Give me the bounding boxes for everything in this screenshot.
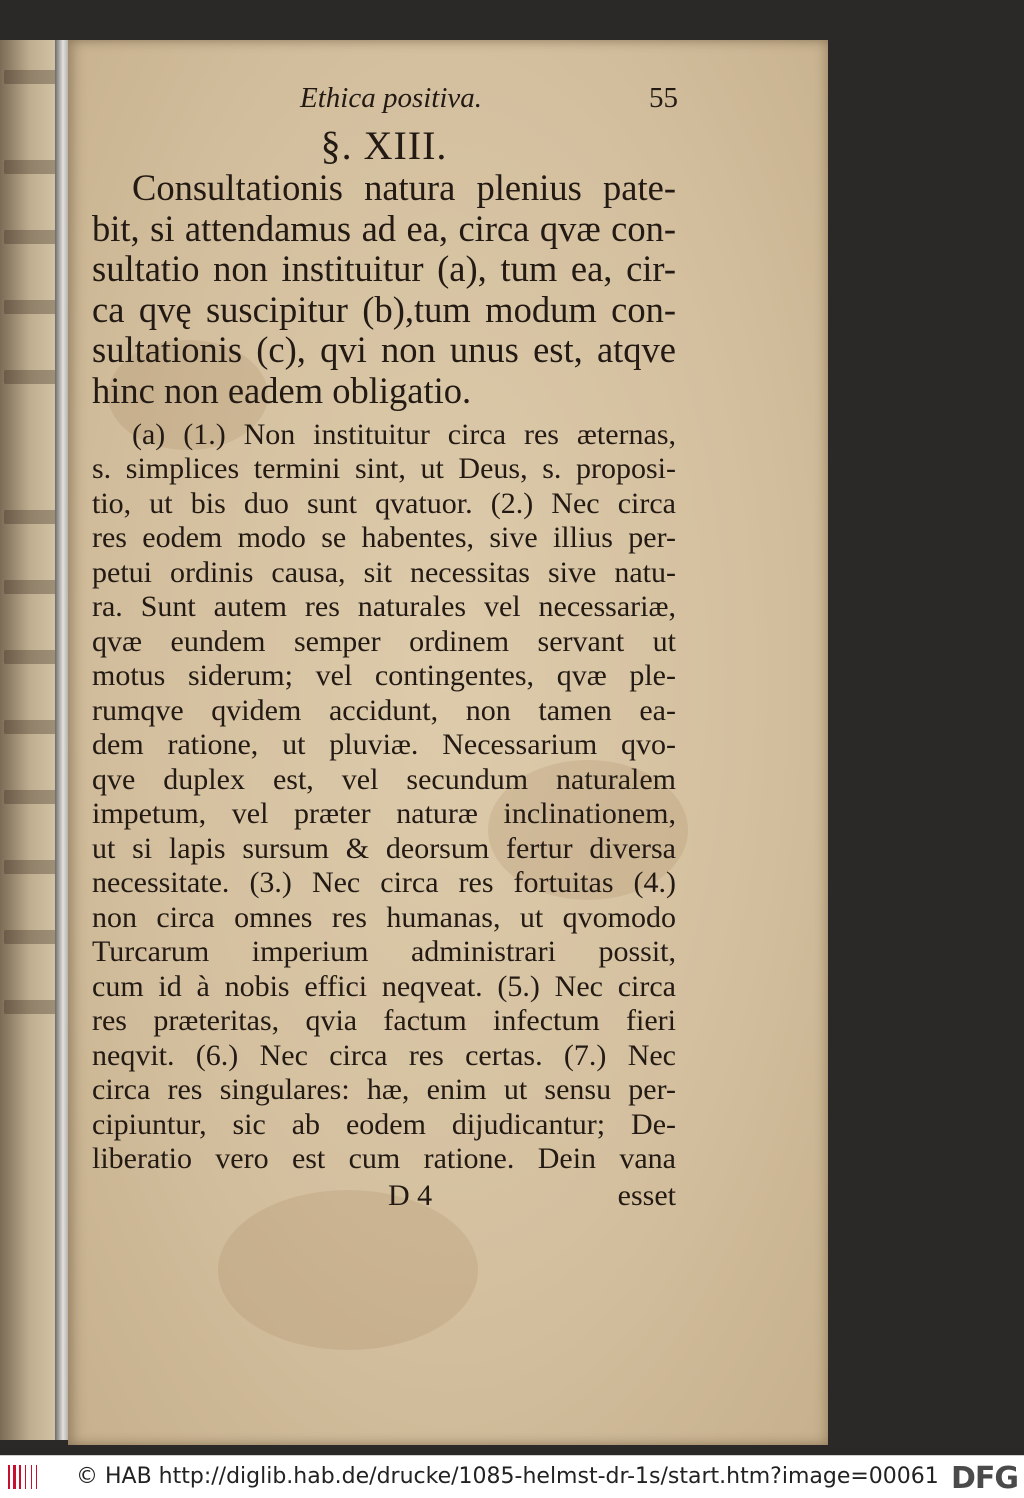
barcode-bar (8, 1465, 10, 1489)
running-head-title: Ethica positiva. (300, 82, 483, 114)
text-line: qvæ eundem semper ordinem servant ut (92, 624, 676, 658)
text-line: res eodem modo se habentes, sive illius per- (92, 521, 676, 555)
text-line: rumqve qvidem accidunt, non tamen ea- (92, 693, 676, 727)
text-line: s. simplices termini sint, ut Deus, s. proposi- (92, 452, 676, 486)
text-line: qve duplex est, vel secundum naturalem (92, 762, 676, 796)
barcode-icon (8, 1465, 48, 1489)
footer-url[interactable]: © HAB http://diglib.hab.de/drucke/1085-helmst-dr-1s/start.htm?image=00061 (76, 1464, 939, 1489)
book-page (68, 40, 828, 1445)
text-line: ut si lapis sursum & deorsum fertur diversa (92, 831, 676, 865)
text-line: Turcarum imperium administrari possit, (92, 935, 676, 969)
text-line: hinc non eadem obligatio. (92, 369, 472, 411)
barcode-bar (13, 1465, 16, 1489)
signature-line (92, 1179, 676, 1215)
page-number: 55 (649, 82, 678, 114)
text-line: tio, ut bis duo sunt qvatuor. (2.) Nec circa (92, 486, 676, 520)
text-line: res præteritas, qvia factum infectum fieri (92, 1004, 676, 1038)
text-line: motus siderum; vel contingentes, qvæ ple- (92, 659, 676, 693)
catchword: esset (617, 1178, 676, 1212)
text-line: cum id à nobis effici neqveat. (5.) Nec circa (92, 969, 676, 1003)
previous-page-edge (0, 40, 60, 1440)
barcode-bar (36, 1465, 37, 1489)
page-text (92, 82, 676, 1215)
text-line: necessitate. (3.) Nec circa res fortuitas (4.) (92, 866, 676, 900)
barcode-bar (19, 1465, 21, 1489)
text-line: (a) (1.) Non instituitur circa res æternas, (132, 417, 676, 451)
signature-mark: D 4 (388, 1178, 433, 1212)
text-line: liberatio vero est cum ratione. Dein vana (92, 1142, 676, 1176)
running-head (92, 82, 676, 114)
text-line: bit, si attendamus ad ea, circa qvæ con- (92, 207, 676, 249)
dfg-logo: DFG (950, 1461, 1018, 1496)
text-line: ra. Sunt autem res naturales vel necessariæ, (92, 590, 676, 624)
viewer-footer (0, 1455, 1024, 1498)
text-line: sultationis (c), qvi non unus est, atqve (92, 329, 676, 371)
text-line: petui ordinis causa, sit necessitas sive natu- (92, 555, 676, 589)
text-line: dem ratione, ut pluviæ. Necessarium qvo- (92, 728, 676, 762)
text-line: cipiuntur, sic ab eodem dijudicantur; De- (92, 1107, 676, 1141)
text-line: impetum, vel præter naturæ inclinationem, (92, 797, 676, 831)
text-line: non circa omnes res humanas, ut qvomodo (92, 900, 676, 934)
barcode-bar (25, 1465, 26, 1489)
text-line: ca qvę suscipitur (b),tum modum con- (92, 288, 676, 330)
main-paragraph (92, 168, 676, 412)
text-line: sultatio non instituitur (a), tum ea, cir- (92, 248, 676, 290)
barcode-bar (31, 1465, 32, 1489)
note-paragraph (92, 418, 676, 1177)
text-line: circa res singulares: hæ, enim ut sensu per- (92, 1073, 676, 1107)
section-heading: §. XIII. (320, 123, 448, 168)
text-line: neqvit. (6.) Nec circa res certas. (7.) Nec (92, 1038, 676, 1072)
text-line: Consultationis natura plenius pate- (132, 167, 676, 208)
